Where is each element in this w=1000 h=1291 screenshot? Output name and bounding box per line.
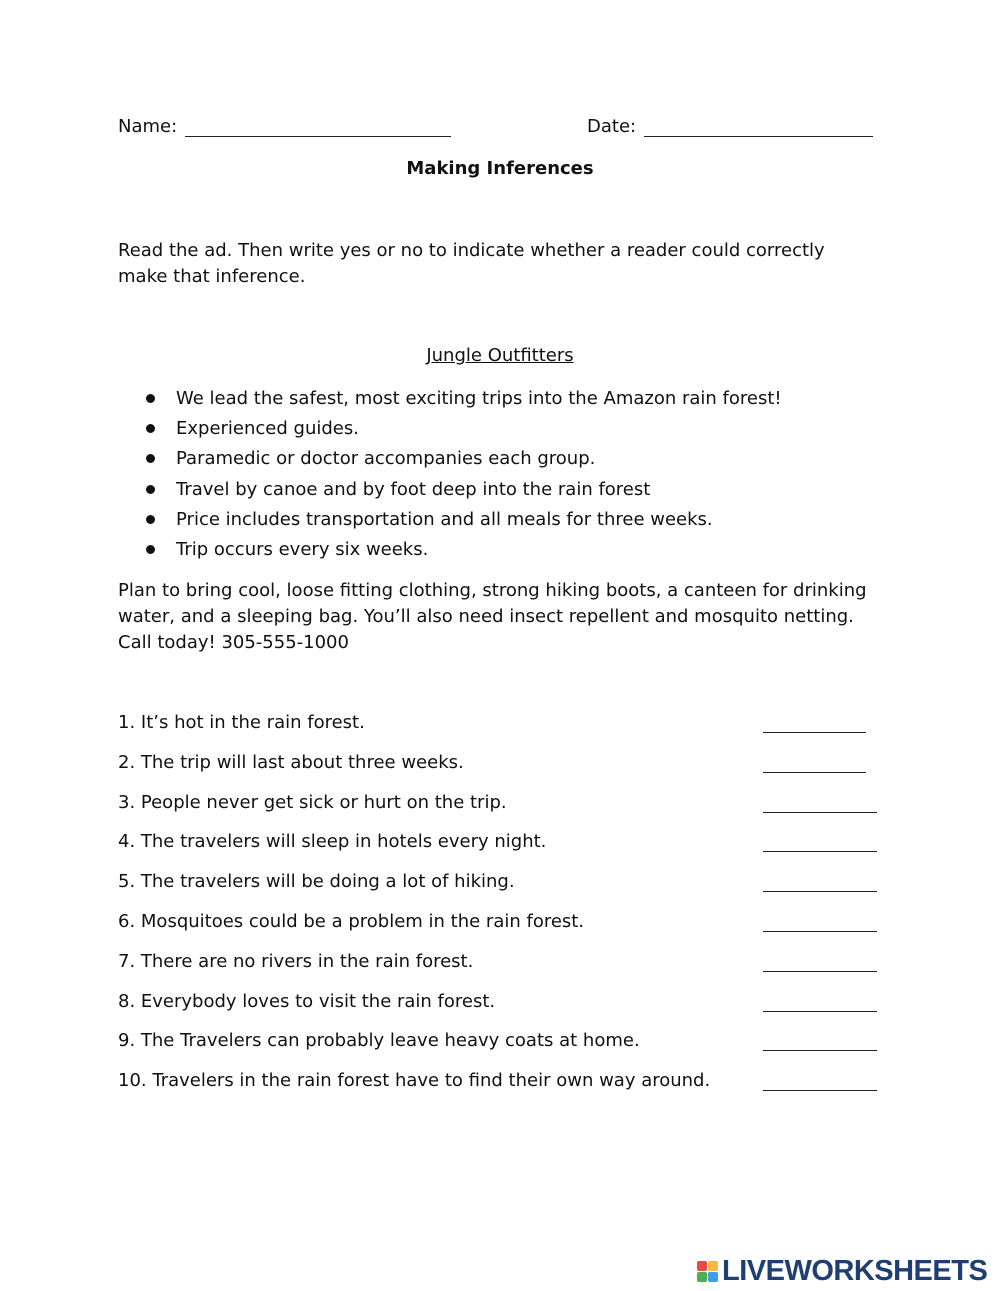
bullet-icon (146, 485, 155, 494)
name-field[interactable] (185, 116, 451, 137)
logo-tile (697, 1261, 707, 1271)
question-row (118, 829, 878, 869)
question-text: 1. It’s hot in the rain forest. (118, 712, 365, 733)
page-title: Making Inferences (406, 158, 594, 179)
name-label: Name: (118, 116, 178, 137)
question-row (118, 989, 878, 1029)
list-item (118, 538, 878, 568)
ad-title: Jungle Outfitters (426, 345, 574, 366)
ad-bullet-list (118, 387, 878, 568)
answer-field-10[interactable] (763, 1068, 877, 1091)
question-row (118, 790, 878, 830)
answer-field-7[interactable] (763, 949, 877, 972)
answer-field-1[interactable] (763, 710, 866, 733)
bullet-icon (146, 394, 155, 403)
answer-field-4[interactable] (763, 829, 877, 852)
question-row (118, 1028, 878, 1068)
bullet-icon (146, 454, 155, 463)
bullet-text: Trip occurs every six weeks. (176, 538, 429, 560)
logo-text: LIVEWORKSHEETS (722, 1254, 988, 1287)
logo-tile (708, 1261, 718, 1271)
date-field[interactable] (644, 116, 873, 137)
logo-tile (708, 1272, 718, 1282)
bullet-text: Experienced guides. (176, 418, 359, 440)
list-item (118, 417, 878, 447)
date-label: Date: (587, 116, 637, 137)
list-item (118, 478, 878, 508)
question-text: 4. The travelers will sleep in hotels every night. (118, 831, 547, 853)
question-row (118, 869, 878, 909)
question-text: 2. The trip will last about three weeks. (118, 751, 464, 773)
answer-field-5[interactable] (763, 869, 877, 892)
answer-field-3[interactable] (763, 790, 877, 813)
list-item (118, 447, 878, 477)
bullet-text: Paramedic or doctor accompanies each group. (176, 448, 596, 470)
bullet-icon (146, 545, 155, 554)
bullet-text: Price includes transportation and all meals for three weeks. (176, 508, 713, 530)
answer-field-6[interactable] (763, 909, 877, 932)
question-row (118, 1068, 878, 1108)
bullet-icon (146, 515, 155, 524)
bullet-text: Travel by canoe and by foot deep into the rain forest (176, 478, 651, 500)
liveworksheets-logo (697, 1256, 987, 1286)
question-list (118, 710, 878, 1108)
bullet-icon (146, 424, 155, 433)
question-row (118, 710, 878, 750)
question-text: 10. Travelers in the rain forest have to find their own way around. (118, 1070, 711, 1092)
ad-paragraph: Plan to bring cool, loose fitting clothing, strong hiking boots, a canteen for drinking water, and a sleeping bag. You’ll also need insect repellent and mosquito netting. Call today! 305-555-1000 (118, 580, 867, 653)
instructions: Read the ad. Then write yes or no to indicate whether a reader could correctly make that inference. (118, 240, 825, 287)
header-row (118, 116, 878, 144)
answer-field-2[interactable] (763, 750, 866, 773)
question-text: 5. The travelers will be doing a lot of hiking. (118, 871, 515, 893)
question-text: 3. People never get sick or hurt on the trip. (118, 791, 507, 813)
list-item (118, 387, 878, 417)
logo-tile (697, 1272, 707, 1282)
question-text: 7. There are no rivers in the rain forest. (118, 950, 474, 972)
answer-field-9[interactable] (763, 1028, 877, 1051)
liveworksheets-logo-icon (697, 1261, 718, 1282)
name-block (118, 116, 451, 137)
question-text: 8. Everybody loves to visit the rain forest. (118, 990, 496, 1012)
answer-field-8[interactable] (763, 989, 877, 1012)
question-row (118, 949, 878, 989)
question-row (118, 909, 878, 949)
question-text: 9. The Travelers can probably leave heavy coats at home. (118, 1030, 640, 1052)
question-row (118, 750, 878, 790)
list-item (118, 508, 878, 538)
question-text: 6. Mosquitoes could be a problem in the rain forest. (118, 910, 585, 932)
bullet-text: We lead the safest, most exciting trips into the Amazon rain forest! (176, 388, 782, 409)
date-block (587, 116, 873, 137)
